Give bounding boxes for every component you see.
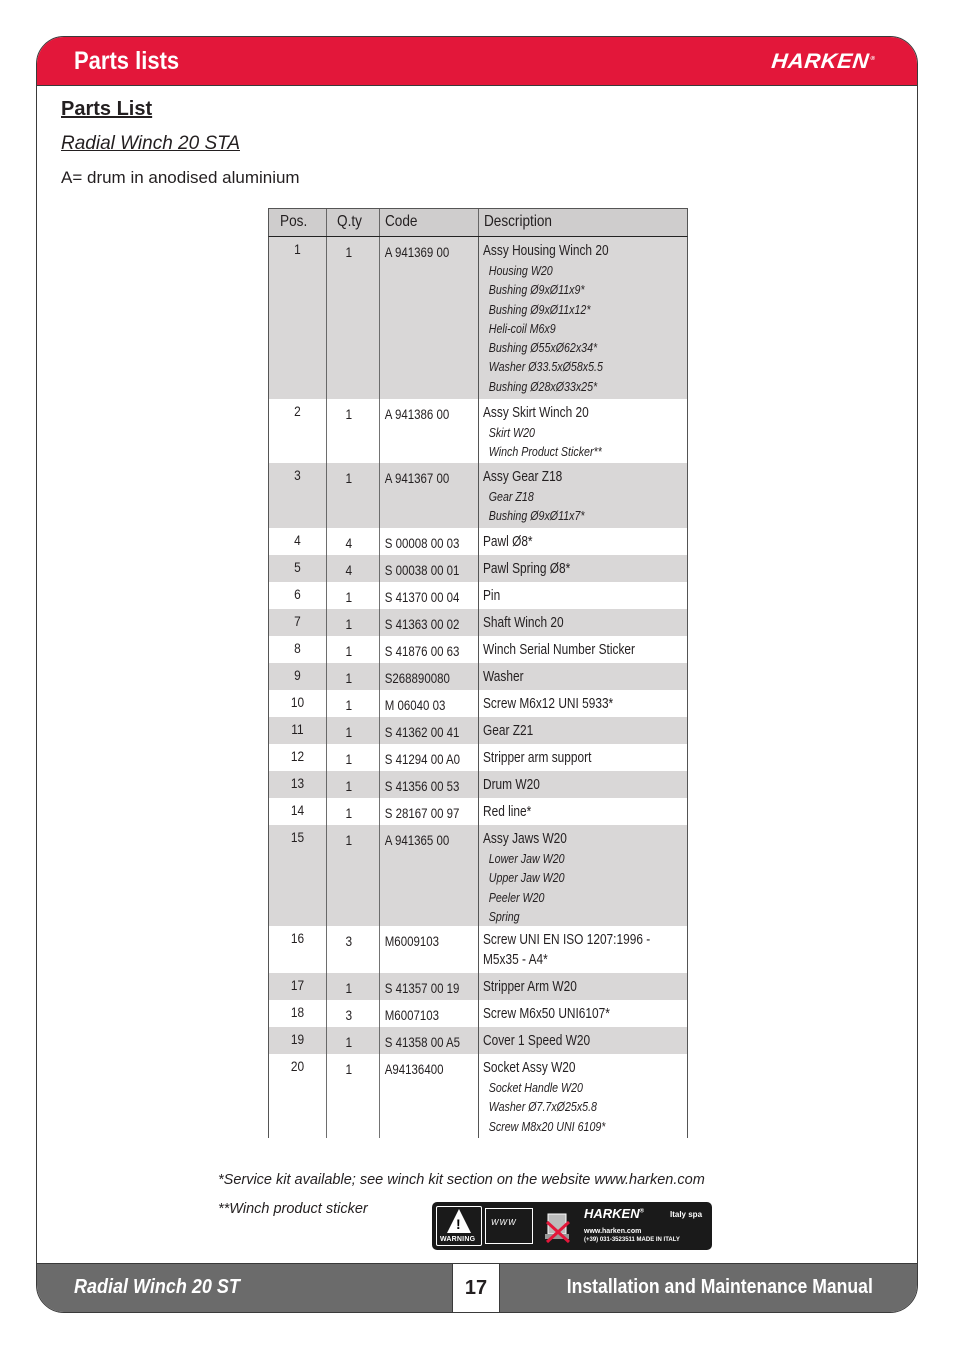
cell-pos: 3: [294, 467, 301, 483]
table-row: [268, 582, 688, 609]
description-main: Gear Z21: [483, 723, 534, 739]
cell-pos: 7: [294, 613, 301, 629]
product-subtitle: Radial Winch 20 STA: [61, 133, 240, 154]
cell-description: [478, 528, 687, 555]
cell-description: [478, 555, 687, 582]
cell-code: S 28167 00 97: [379, 798, 460, 825]
cell-description: [478, 399, 687, 463]
cell-code: S 41356 00 53: [379, 771, 460, 798]
cell-qty: 1: [326, 237, 371, 399]
table-row: [268, 973, 688, 1000]
cell-description: [478, 582, 687, 609]
cell-pos: 17: [290, 977, 305, 993]
cell-qty: 4: [326, 528, 371, 555]
cell-qty: 1: [326, 463, 371, 528]
table-row: [268, 609, 688, 636]
cell-code: M 06040 03: [379, 690, 460, 717]
description-subcomponent: Housing W20: [488, 263, 553, 278]
warning-box: [436, 1206, 482, 1246]
drum-note: A= drum in anodised aluminium: [61, 168, 300, 187]
sticker-phone: (+39) 031-3523511 MADE IN ITALY: [584, 1237, 680, 1243]
exclamation-icon: !: [456, 1216, 461, 1232]
description-main: Screw UNI EN ISO 1207:1996 - M5x35 - A4*: [483, 932, 651, 968]
table-row: [268, 717, 688, 744]
table-row: [268, 926, 688, 973]
sticker-brand-text: HARKEN: [584, 1206, 640, 1221]
cell-description: [478, 463, 687, 528]
cell-pos: 16: [290, 930, 305, 946]
cell-qty: 3: [326, 1000, 371, 1027]
description-subcomponent: Bushing Ø9xØ11x12*: [488, 301, 591, 317]
cell-code: M6009103: [379, 926, 460, 973]
cell-code: S 41362 00 41: [379, 717, 460, 744]
cell-pos: 1: [294, 241, 301, 257]
cell-description: [478, 1054, 687, 1138]
cell-code: S 41357 00 19: [379, 973, 460, 1000]
description-main: Assy Skirt Winch 20: [483, 405, 589, 421]
cell-pos: 13: [290, 775, 305, 791]
table-row: [268, 555, 688, 582]
cell-qty: 1: [326, 663, 371, 690]
cell-pos: 10: [290, 694, 305, 710]
description-subcomponent: Washer Ø7.7xØ25x5.8: [488, 1099, 597, 1115]
registered-mark: ®: [870, 56, 877, 62]
description-subcomponent: Spring: [488, 908, 520, 924]
table-row: [268, 636, 688, 663]
cell-pos: 6: [294, 586, 301, 602]
cell-code: S 41363 00 02: [379, 609, 460, 636]
description-subcomponent: Socket Handle W20: [488, 1080, 583, 1095]
description-main: Socket Assy W20: [483, 1060, 576, 1076]
table-row: [268, 798, 688, 825]
description-main: Winch Serial Number Sticker: [483, 642, 635, 658]
cell-pos: 4: [294, 532, 301, 548]
cell-description: [478, 1027, 687, 1054]
description-main: Screw M6x12 UNI 5933*: [483, 696, 614, 712]
cell-qty: 1: [326, 717, 371, 744]
description-subcomponent: Bushing Ø9xØ11x7*: [488, 508, 585, 524]
table-row: [268, 663, 688, 690]
cell-pos: 20: [290, 1058, 305, 1074]
warning-label: WARNING: [440, 1236, 476, 1243]
column-header-pos: Pos.: [280, 213, 308, 230]
sticker-footnote: **Winch product sticker: [218, 1201, 368, 1217]
cell-code: A 941369 00: [379, 237, 460, 399]
cell-qty: 1: [326, 771, 371, 798]
description-main: Pawl Ø8*: [483, 534, 533, 550]
cell-qty: 1: [326, 1054, 371, 1138]
description-main: Assy Gear Z18: [483, 469, 563, 485]
cell-code: S 41876 00 63: [379, 636, 460, 663]
description-main: Pin: [483, 588, 501, 604]
cell-pos: 9: [294, 667, 301, 683]
cell-qty: 1: [326, 582, 371, 609]
harken-logo: [770, 50, 876, 74]
page-footer: [37, 1263, 917, 1312]
cell-description: [478, 609, 687, 636]
table-row: [268, 1054, 688, 1138]
cell-code: S 41358 00 A5: [379, 1027, 460, 1054]
description-subcomponent: Washer Ø33.5xØ58x5.5: [488, 359, 603, 375]
column-header-qty: Q.ty: [326, 209, 371, 236]
cell-code: M6007103: [379, 1000, 460, 1027]
description-main: Drum W20: [483, 777, 540, 793]
cell-qty: 1: [326, 973, 371, 1000]
description-main: Assy Housing Winch 20: [483, 243, 609, 259]
manual-book-icon: [485, 1208, 533, 1244]
cell-qty: 1: [326, 825, 371, 926]
description-subcomponent: Peeler W20: [488, 889, 545, 905]
cell-pos: 19: [290, 1031, 305, 1047]
table-row: [268, 825, 688, 926]
cell-description: [478, 237, 687, 399]
cell-qty: 1: [326, 744, 371, 771]
cell-qty: 1: [326, 609, 371, 636]
description-subcomponent: Screw M8x20 UNI 6109*: [488, 1118, 606, 1134]
table-row: [268, 399, 688, 463]
cell-description: [478, 1000, 687, 1027]
table-row: [268, 1000, 688, 1027]
table-row: [268, 771, 688, 798]
cell-code: S 41294 00 A0: [379, 744, 460, 771]
cell-pos: 15: [290, 829, 305, 845]
cell-code: A 941367 00: [379, 463, 460, 528]
cell-code: S 00038 00 01: [379, 555, 460, 582]
sticker-brand: [584, 1206, 644, 1221]
cell-description: [478, 825, 687, 926]
description-main: Screw M6x50 UNI6107*: [483, 1006, 610, 1022]
page-header: [37, 37, 917, 86]
cell-code: S268890080: [379, 663, 460, 690]
description-main: Shaft Winch 20: [483, 615, 564, 631]
cell-description: [478, 690, 687, 717]
table-body: [268, 237, 688, 1138]
sticker-website: www.harken.com: [584, 1228, 642, 1235]
cell-pos: 14: [290, 802, 305, 818]
cell-description: [478, 973, 687, 1000]
cell-description: [478, 926, 687, 973]
cell-code: A 941365 00: [379, 825, 460, 926]
table-row: [268, 528, 688, 555]
cell-description: [478, 771, 687, 798]
cell-qty: 1: [326, 1027, 371, 1054]
cell-pos: 11: [291, 721, 304, 737]
description-main: Stripper arm support: [483, 750, 592, 766]
description-subcomponent: Bushing Ø28xØ33x25*: [488, 378, 598, 394]
cell-pos: 18: [290, 1004, 305, 1020]
no-winch-icon: [539, 1206, 575, 1246]
description-subcomponent: Heli-coil M6x9: [488, 320, 556, 336]
table-row: [268, 744, 688, 771]
parts-table: [268, 208, 688, 1138]
sticker-country: Italy spa: [670, 1210, 703, 1219]
harken-logo-text: HARKEN: [770, 50, 871, 73]
book-www-text: WWW: [491, 1218, 517, 1227]
cell-pos: 5: [294, 559, 301, 575]
footer-manual-title: Installation and Maintenance Manual: [566, 1276, 873, 1298]
cell-description: [478, 798, 687, 825]
sticker-brand-mark: ®: [639, 1208, 645, 1215]
cell-qty: 1: [326, 690, 371, 717]
description-main: Cover 1 Speed W20: [483, 1033, 591, 1049]
cell-qty: 1: [326, 399, 371, 463]
description-main: Red line*: [483, 804, 532, 820]
cell-code: S 00008 00 03: [379, 528, 460, 555]
winch-product-sticker: [432, 1202, 712, 1250]
description-subcomponent: Winch Product Sticker**: [488, 444, 602, 460]
cell-description: [478, 744, 687, 771]
description-subcomponent: Bushing Ø9xØ11x9*: [488, 282, 585, 298]
cell-description: [478, 636, 687, 663]
description-main: Assy Jaws W20: [483, 831, 567, 847]
cell-description: [478, 717, 687, 744]
table-row: [268, 1027, 688, 1054]
cell-qty: 1: [326, 636, 371, 663]
cell-pos: 2: [294, 403, 301, 419]
service-kit-footnote: *Service kit available; see winch kit section on the website www.harken.com: [218, 1172, 705, 1188]
description-main: Washer: [483, 669, 524, 685]
table-row: [268, 237, 688, 399]
cell-qty: 3: [326, 926, 371, 973]
page-header-title: Parts lists: [74, 47, 180, 75]
description-subcomponent: Lower Jaw W20: [488, 851, 565, 866]
cell-code: S 41370 00 04: [379, 582, 460, 609]
table-header: [268, 208, 688, 237]
cell-pos: 12: [290, 748, 305, 764]
cell-qty: 1: [326, 798, 371, 825]
cell-code: A94136400: [379, 1054, 460, 1138]
table-row: [268, 690, 688, 717]
footer-product-name: Radial Winch 20 ST: [74, 1276, 240, 1298]
cell-description: [478, 663, 687, 690]
description-subcomponent: Bushing Ø55xØ62x34*: [488, 340, 598, 356]
cell-qty: 4: [326, 555, 371, 582]
description-main: Pawl Spring Ø8*: [483, 561, 571, 577]
cell-pos: 8: [294, 640, 301, 656]
column-header-description: Description: [478, 209, 656, 236]
description-subcomponent: Upper Jaw W20: [488, 870, 565, 886]
section-title: Parts List: [61, 98, 153, 120]
page-frame: [36, 36, 918, 1313]
cell-code: A 941386 00: [379, 399, 460, 463]
description-subcomponent: Skirt W20: [488, 425, 535, 440]
description-subcomponent: Gear Z18: [488, 489, 534, 504]
page-number: 17: [452, 1264, 500, 1313]
column-header-code: Code: [379, 209, 463, 236]
description-main: Stripper Arm W20: [483, 979, 577, 995]
table-row: [268, 463, 688, 528]
